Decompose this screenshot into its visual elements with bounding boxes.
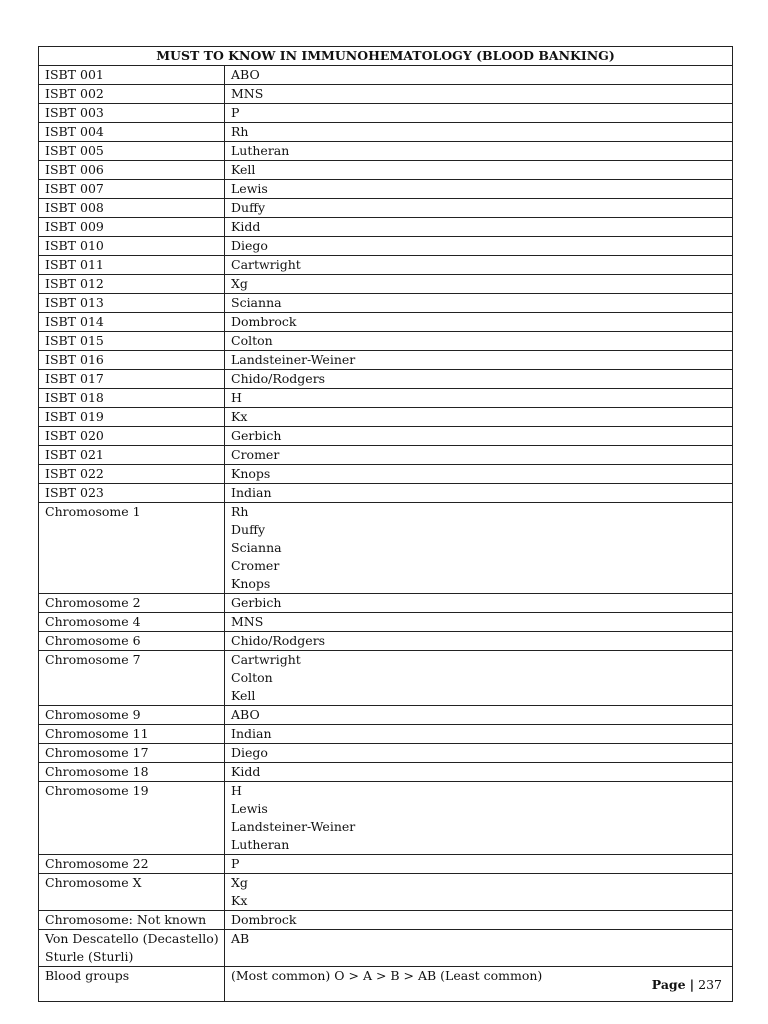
row-key-cell bbox=[39, 408, 225, 427]
row-value-line: MNS bbox=[231, 86, 264, 101]
table-row bbox=[39, 199, 733, 218]
row-key-line: ISBT 022 bbox=[45, 466, 104, 481]
row-value-line: Duffy bbox=[231, 522, 266, 537]
row-key-line: Chromosome 18 bbox=[45, 764, 149, 779]
row-value-line: Dombrock bbox=[231, 314, 297, 329]
row-key-line: Von Descatello (Decastello) bbox=[45, 931, 219, 946]
row-value-line: Kidd bbox=[231, 764, 261, 779]
row-value-line: Lewis bbox=[231, 801, 268, 816]
row-value-cell bbox=[225, 446, 733, 465]
row-key-cell bbox=[39, 66, 225, 85]
table-row bbox=[39, 465, 733, 484]
row-value-cell bbox=[225, 218, 733, 237]
row-key-cell bbox=[39, 930, 225, 967]
row-value-line: Kell bbox=[231, 688, 256, 703]
row-key-cell bbox=[39, 911, 225, 930]
table-body bbox=[39, 66, 733, 1002]
row-value-cell bbox=[225, 632, 733, 651]
row-key-cell bbox=[39, 332, 225, 351]
row-key-line: Blood groups bbox=[45, 968, 130, 983]
table-row bbox=[39, 256, 733, 275]
row-value-line: Diego bbox=[231, 745, 268, 760]
row-key-cell bbox=[39, 123, 225, 142]
row-key-cell bbox=[39, 744, 225, 763]
row-value-cell bbox=[225, 294, 733, 313]
row-key-line: ISBT 009 bbox=[45, 219, 104, 234]
row-key-cell bbox=[39, 725, 225, 744]
table-row bbox=[39, 763, 733, 782]
row-key-cell bbox=[39, 967, 225, 1002]
row-key-line: ISBT 020 bbox=[45, 428, 104, 443]
table-row bbox=[39, 427, 733, 446]
table-title-row bbox=[39, 47, 733, 66]
row-value-line: Gerbich bbox=[231, 595, 282, 610]
row-key-cell bbox=[39, 218, 225, 237]
row-value-line: Colton bbox=[231, 670, 273, 685]
row-key-cell bbox=[39, 446, 225, 465]
row-value-cell bbox=[225, 123, 733, 142]
row-value-line: Cromer bbox=[231, 558, 280, 573]
row-value-line: Chido/Rodgers bbox=[231, 633, 326, 648]
row-value-line: (Most common) O > A > B > AB (Least common) bbox=[231, 968, 543, 983]
row-value-line: Lutheran bbox=[231, 143, 290, 158]
row-key-line: Chromosome 1 bbox=[45, 504, 141, 519]
table-row bbox=[39, 142, 733, 161]
table-row bbox=[39, 594, 733, 613]
row-key-cell bbox=[39, 389, 225, 408]
table-row bbox=[39, 911, 733, 930]
row-value-cell bbox=[225, 313, 733, 332]
row-key-line: Chromosome 22 bbox=[45, 856, 149, 871]
row-value-line: Dombrock bbox=[231, 912, 297, 927]
row-value-cell bbox=[225, 930, 733, 967]
table-row bbox=[39, 161, 733, 180]
row-value-line: Xg bbox=[231, 276, 248, 291]
row-value-line: Kx bbox=[231, 893, 248, 908]
row-value-line: Landsteiner-Weiner bbox=[231, 819, 356, 834]
row-key-line: ISBT 004 bbox=[45, 124, 104, 139]
row-value-line: Lutheran bbox=[231, 837, 290, 852]
row-key-line: ISBT 001 bbox=[45, 67, 104, 82]
row-key-line: Chromosome 9 bbox=[45, 707, 141, 722]
row-value-cell bbox=[225, 66, 733, 85]
row-value-cell bbox=[225, 370, 733, 389]
row-key-line: ISBT 019 bbox=[45, 409, 104, 424]
row-value-cell bbox=[225, 594, 733, 613]
row-key-line: Chromosome: Not known bbox=[45, 912, 207, 927]
row-key-cell bbox=[39, 161, 225, 180]
row-value-line: P bbox=[231, 105, 240, 120]
row-value-cell bbox=[225, 142, 733, 161]
table-row bbox=[39, 104, 733, 123]
row-key-line: Chromosome 11 bbox=[45, 726, 149, 741]
table-row bbox=[39, 725, 733, 744]
row-value-cell bbox=[225, 256, 733, 275]
row-value-line: P bbox=[231, 856, 240, 871]
row-value-cell bbox=[225, 613, 733, 632]
row-value-line: Cromer bbox=[231, 447, 280, 462]
row-key-cell bbox=[39, 427, 225, 446]
row-key-line: ISBT 018 bbox=[45, 390, 104, 405]
row-key-line: Chromosome X bbox=[45, 875, 142, 890]
row-value-line: Cartwright bbox=[231, 257, 301, 272]
table-row bbox=[39, 446, 733, 465]
row-value-line: H bbox=[231, 783, 242, 798]
row-key-line: Chromosome 4 bbox=[45, 614, 141, 629]
row-value-cell bbox=[225, 503, 733, 594]
table-row bbox=[39, 218, 733, 237]
row-key-cell bbox=[39, 313, 225, 332]
row-key-cell bbox=[39, 275, 225, 294]
table-row bbox=[39, 370, 733, 389]
row-value-cell bbox=[225, 763, 733, 782]
table-row bbox=[39, 180, 733, 199]
row-value-line: Landsteiner-Weiner bbox=[231, 352, 356, 367]
row-key-cell bbox=[39, 632, 225, 651]
row-value-cell bbox=[225, 782, 733, 855]
row-value-line: Scianna bbox=[231, 540, 282, 555]
row-key-cell bbox=[39, 874, 225, 911]
table-row bbox=[39, 332, 733, 351]
row-value-cell bbox=[225, 484, 733, 503]
row-key-cell bbox=[39, 465, 225, 484]
row-value-line: MNS bbox=[231, 614, 264, 629]
table-row bbox=[39, 744, 733, 763]
row-key-line: ISBT 010 bbox=[45, 238, 104, 253]
row-value-line: Scianna bbox=[231, 295, 282, 310]
row-key-line: ISBT 002 bbox=[45, 86, 104, 101]
table-row bbox=[39, 85, 733, 104]
row-key-line: ISBT 005 bbox=[45, 143, 104, 158]
row-key-line: Chromosome 17 bbox=[45, 745, 149, 760]
row-value-cell bbox=[225, 351, 733, 370]
table-row bbox=[39, 275, 733, 294]
row-value-cell bbox=[225, 85, 733, 104]
row-key-line: ISBT 008 bbox=[45, 200, 104, 215]
row-value-cell bbox=[225, 161, 733, 180]
row-key-cell bbox=[39, 855, 225, 874]
table-row bbox=[39, 706, 733, 725]
row-value-cell bbox=[225, 874, 733, 911]
row-value-line: AB bbox=[231, 931, 250, 946]
table-row bbox=[39, 930, 733, 967]
row-key-cell bbox=[39, 237, 225, 256]
table-row bbox=[39, 874, 733, 911]
row-value-line: Duffy bbox=[231, 200, 266, 215]
row-value-cell bbox=[225, 408, 733, 427]
row-value-line: Xg bbox=[231, 875, 248, 890]
row-key-line: ISBT 012 bbox=[45, 276, 104, 291]
row-value-line: Knops bbox=[231, 576, 271, 591]
row-key-line: Chromosome 6 bbox=[45, 633, 141, 648]
row-key-cell bbox=[39, 613, 225, 632]
row-key-cell bbox=[39, 294, 225, 313]
row-key-cell bbox=[39, 104, 225, 123]
row-key-cell bbox=[39, 782, 225, 855]
row-key-line: Sturle (Sturli) bbox=[45, 949, 134, 964]
row-value-line: H bbox=[231, 390, 242, 405]
row-value-cell bbox=[225, 275, 733, 294]
row-value-line: Rh bbox=[231, 504, 249, 519]
table-row bbox=[39, 967, 733, 1002]
row-value-line: Colton bbox=[231, 333, 273, 348]
row-key-cell bbox=[39, 484, 225, 503]
table-row bbox=[39, 408, 733, 427]
table-row bbox=[39, 632, 733, 651]
row-value-cell bbox=[225, 706, 733, 725]
row-key-cell bbox=[39, 256, 225, 275]
row-value-cell bbox=[225, 911, 733, 930]
row-value-line: Indian bbox=[231, 726, 272, 741]
row-key-cell bbox=[39, 351, 225, 370]
row-value-line: Lewis bbox=[231, 181, 268, 196]
row-key-cell bbox=[39, 763, 225, 782]
row-key-line: ISBT 007 bbox=[45, 181, 104, 196]
row-key-cell bbox=[39, 594, 225, 613]
row-key-line: ISBT 013 bbox=[45, 295, 104, 310]
table-row bbox=[39, 123, 733, 142]
row-value-cell bbox=[225, 180, 733, 199]
table-row bbox=[39, 294, 733, 313]
row-value-cell bbox=[225, 725, 733, 744]
row-value-cell bbox=[225, 744, 733, 763]
page-footer bbox=[652, 977, 722, 992]
row-key-line: ISBT 003 bbox=[45, 105, 104, 120]
row-value-line: ABO bbox=[231, 67, 260, 82]
row-value-line: Cartwright bbox=[231, 652, 301, 667]
row-value-cell bbox=[225, 651, 733, 706]
table-row bbox=[39, 351, 733, 370]
row-value-cell bbox=[225, 237, 733, 256]
row-key-cell bbox=[39, 142, 225, 161]
row-key-line: ISBT 011 bbox=[45, 257, 104, 272]
row-key-line: ISBT 006 bbox=[45, 162, 104, 177]
page-separator: | bbox=[689, 977, 695, 992]
row-key-cell bbox=[39, 706, 225, 725]
row-value-line: Knops bbox=[231, 466, 271, 481]
row-key-line: ISBT 021 bbox=[45, 447, 104, 462]
row-value-line: Rh bbox=[231, 124, 249, 139]
row-key-line: ISBT 015 bbox=[45, 333, 104, 348]
table-title: MUST TO KNOW IN IMMUNOHEMATOLOGY (BLOOD BANKING) bbox=[39, 47, 733, 66]
row-key-line: Chromosome 7 bbox=[45, 652, 141, 667]
row-key-line: Chromosome 2 bbox=[45, 595, 141, 610]
row-value-cell bbox=[225, 199, 733, 218]
row-value-line: Diego bbox=[231, 238, 268, 253]
row-key-cell bbox=[39, 199, 225, 218]
row-key-line: ISBT 016 bbox=[45, 352, 104, 367]
page-label: Page bbox=[651, 977, 686, 992]
table-row bbox=[39, 237, 733, 256]
table-row bbox=[39, 503, 733, 594]
row-key-cell bbox=[39, 503, 225, 594]
table-row bbox=[39, 855, 733, 874]
row-value-cell bbox=[225, 104, 733, 123]
table-row bbox=[39, 484, 733, 503]
table-row bbox=[39, 66, 733, 85]
row-key-cell bbox=[39, 180, 225, 199]
row-key-line: ISBT 023 bbox=[45, 485, 104, 500]
row-value-line: Kx bbox=[231, 409, 248, 424]
row-value-line: ABO bbox=[231, 707, 260, 722]
table-row bbox=[39, 389, 733, 408]
row-value-line: Kell bbox=[231, 162, 256, 177]
row-value-cell bbox=[225, 427, 733, 446]
immunohematology-table bbox=[38, 46, 733, 1002]
row-value-cell bbox=[225, 465, 733, 484]
row-value-line: Gerbich bbox=[231, 428, 282, 443]
row-key-line: Chromosome 19 bbox=[45, 783, 149, 798]
row-value-cell bbox=[225, 855, 733, 874]
row-value-line: Chido/Rodgers bbox=[231, 371, 326, 386]
row-key-cell bbox=[39, 370, 225, 389]
page-number: 237 bbox=[698, 977, 722, 992]
table-row bbox=[39, 651, 733, 706]
row-key-line: ISBT 014 bbox=[45, 314, 104, 329]
row-value-line: Kidd bbox=[231, 219, 261, 234]
table-row bbox=[39, 313, 733, 332]
row-value-cell bbox=[225, 389, 733, 408]
row-key-cell bbox=[39, 85, 225, 104]
row-value-cell bbox=[225, 332, 733, 351]
row-key-cell bbox=[39, 651, 225, 706]
table-row bbox=[39, 613, 733, 632]
row-value-line: Indian bbox=[231, 485, 272, 500]
row-key-line: ISBT 017 bbox=[45, 371, 104, 386]
table-row bbox=[39, 782, 733, 855]
